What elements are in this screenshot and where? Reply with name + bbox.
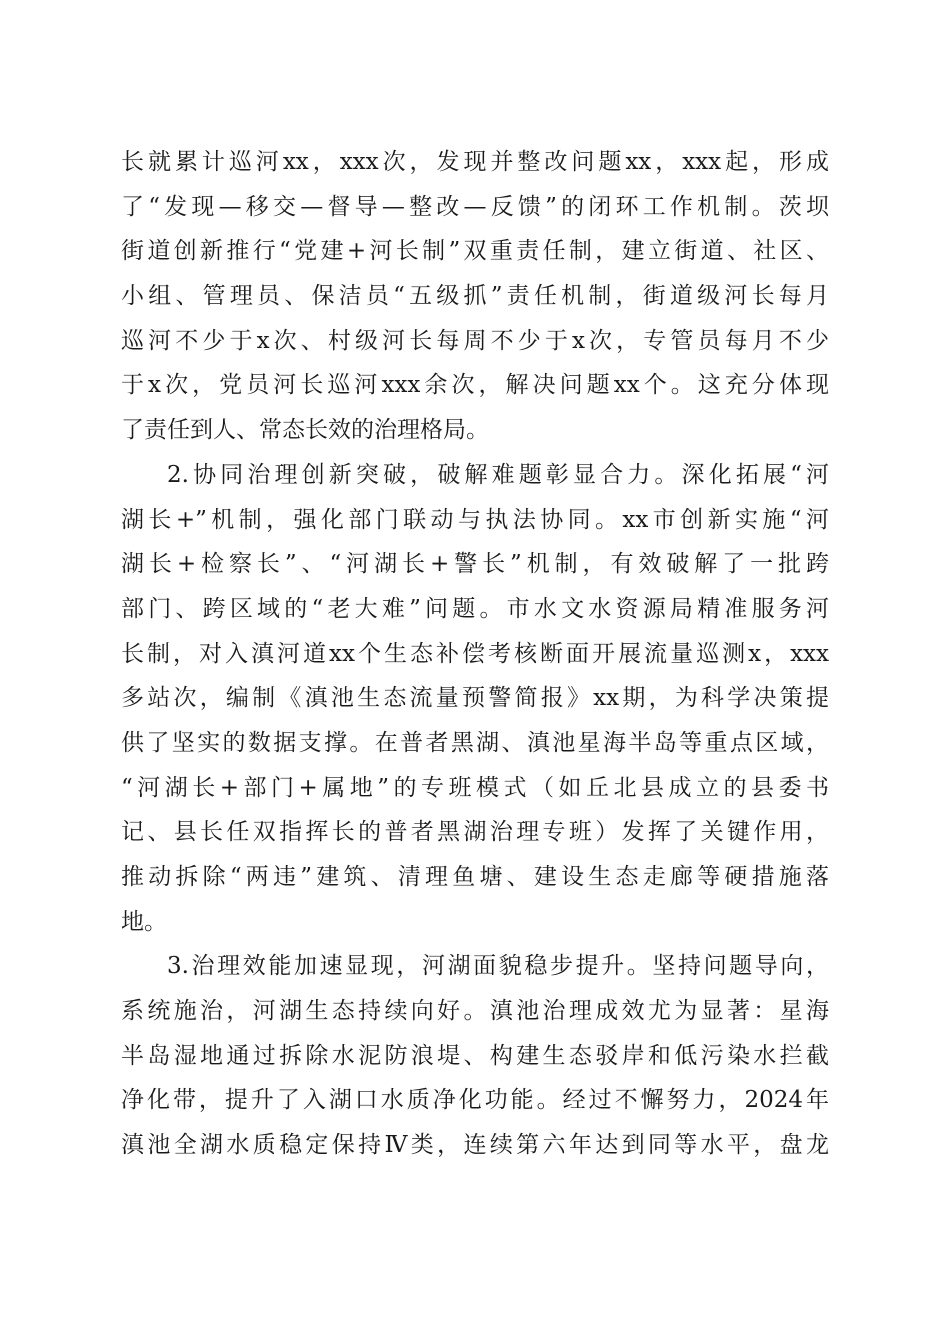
text-line: 推动拆除“两违”建筑、清理鱼塘、建设生态走廊等硬措施落 <box>121 864 829 890</box>
text-line: 部门、跨区域的“老大难”问题。市水文水资源局精准服务河 <box>121 595 829 622</box>
paragraph-heading-line: 2.协同治理创新突破，破解难题彰显合力。深化拓展“河 <box>167 461 829 488</box>
text-line: 供了坚实的数据支撑。在普者黑湖、滇池星海半岛等重点区域， <box>121 729 829 756</box>
text-line: 巡河不少于x次、村级河长每周不少于x次，专管员每月不少 <box>121 327 829 354</box>
text-line: 长就累计巡河xx，xxx次，发现并整改问题xx，xxx起，形成 <box>121 149 829 175</box>
text-line: 湖长+”机制，强化部门联动与执法协同。xx市创新实施“河 <box>121 506 829 533</box>
text-line: 地。 <box>121 908 167 935</box>
body-text <box>121 140 829 1168</box>
paragraph-heading-line: 3.治理效能加速显现，河湖面貌稳步提升。坚持问题导向， <box>167 953 829 980</box>
text-line: 了“发现—移交—督导—整改—反馈”的闭环工作机制。茨坝 <box>121 193 829 220</box>
text-line: 街道创新推行“党建+河长制”双重责任制，建立街道、社区、 <box>121 238 829 265</box>
text-line: 小组、管理员、保洁员“五级抓”责任机制，街道级河长每月 <box>121 283 829 310</box>
text-line: “河湖长+部门+属地”的专班模式（如丘北县成立的县委书 <box>121 774 829 801</box>
text-line: 滇池全湖水质稳定保持Ⅳ类，连续第六年达到同等水平，盘龙 <box>121 1132 829 1159</box>
text-line: 长制，对入滇河道xx个生态补偿考核断面开展流量巡测x，xxx <box>121 640 829 667</box>
text-line: 净化带，提升了入湖口水质净化功能。经过不懈努力，2024年 <box>121 1087 829 1114</box>
text-line: 半岛湿地通过拆除水泥防浪堤、构建生态驳岸和低污染水拦截 <box>121 1042 829 1069</box>
text-line: 湖长+检察长”、“河湖长+警长”机制，有效破解了一批跨 <box>121 551 829 578</box>
text-line: 记、县长任双指挥长的普者黑湖治理专班）发挥了关键作用， <box>121 819 829 846</box>
text-line: 系统施治，河湖生态持续向好。滇池治理成效尤为显著：星海 <box>121 998 829 1025</box>
text-line: 了责任到人、常态长效的治理格局。 <box>121 417 489 444</box>
text-line: 多站次，编制《滇池生态流量预警简报》xx期，为科学决策提 <box>121 685 829 712</box>
text-line: 于x次，党员河长巡河xxx余次，解决问题xx个。这充分体现 <box>121 372 829 399</box>
